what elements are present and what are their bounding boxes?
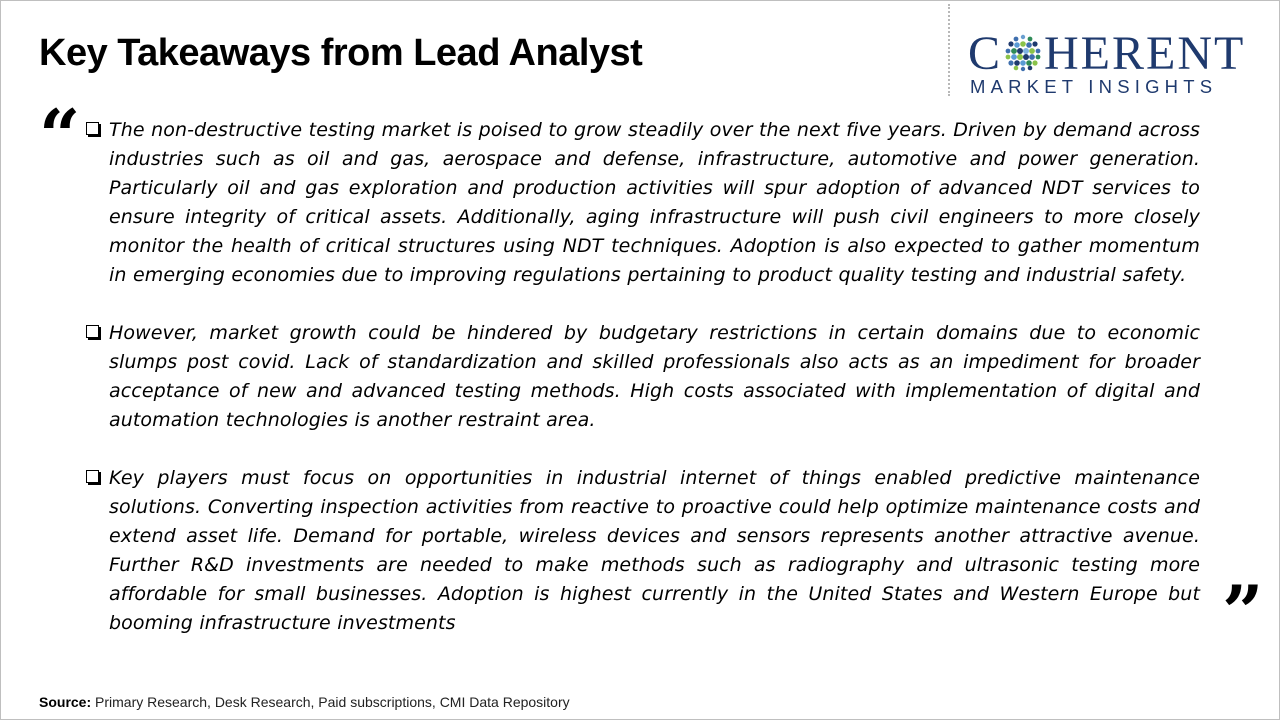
source-label: Source:: [39, 694, 92, 710]
takeaway-text: The non-destructive testing market is poised to grow steadily over the next five years. Driven by demand across industries such as oil and gas, aerospace and defense, infrastructure, automotive and power generation. Particularly oil and gas exploration and production activities will spur adoption of advanced NDT services to ensure integrity of critical assets. Additionally, aging infrastructure will push civil engineers to more closely monitor the health of critical structures using NDT techniques. Adoption is also expected to gather momentum in emerging economies due to improving regulations pertaining to product quality testing and industrial safety.: [109, 119, 1200, 286]
close-quote-icon: ”: [1222, 569, 1264, 654]
logo-wordmark-left: C: [968, 27, 1003, 80]
checkbox-bullet-icon: [86, 122, 99, 135]
takeaways-list: [86, 116, 1200, 667]
takeaway-item: [86, 464, 1200, 638]
open-quote-icon: “: [39, 93, 81, 178]
takeaway-text: Key players must focus on opportunities in industrial internet of things enabled predictive maintenance solutions. Converting inspection activities from reactive to proactive could help optimize maintenance costs and extend asset life. Demand for portable, wireless devices and sensors represents another attractive avenue. Further R&D investments are needed to make methods such as radiography and ultrasonic testing more affordable for small businesses. Adoption is highest currently in the United States and Western Europe but booming infrastructure investments: [109, 467, 1200, 634]
checkbox-bullet-icon: [86, 325, 99, 338]
source-note: [39, 694, 570, 710]
company-logo: [968, 28, 1260, 100]
checkbox-bullet-icon: [86, 470, 99, 483]
logo-wordmark-right: HERENT: [1044, 27, 1246, 80]
page-title: Key Takeaways from Lead Analyst: [39, 32, 643, 74]
takeaway-text: However, market growth could be hindered by budgetary restrictions in certain domains due to economic slumps post covid. Lack of standardization and skilled professionals also acts as an impediment for broader acceptance of new and advanced testing methods. High costs associated with implementation of digital and automation technologies is another restraint area.: [109, 322, 1200, 431]
takeaway-item: [86, 319, 1200, 435]
source-text: Primary Research, Desk Research, Paid subscriptions, CMI Data Repository: [91, 694, 570, 710]
takeaway-item: [86, 116, 1200, 290]
logo-dot-globe-icon: [1003, 33, 1043, 73]
logo-wordmark: [968, 28, 1245, 80]
logo-divider: [948, 4, 950, 96]
logo-subtitle: MARKET INSIGHTS: [970, 76, 1218, 97]
